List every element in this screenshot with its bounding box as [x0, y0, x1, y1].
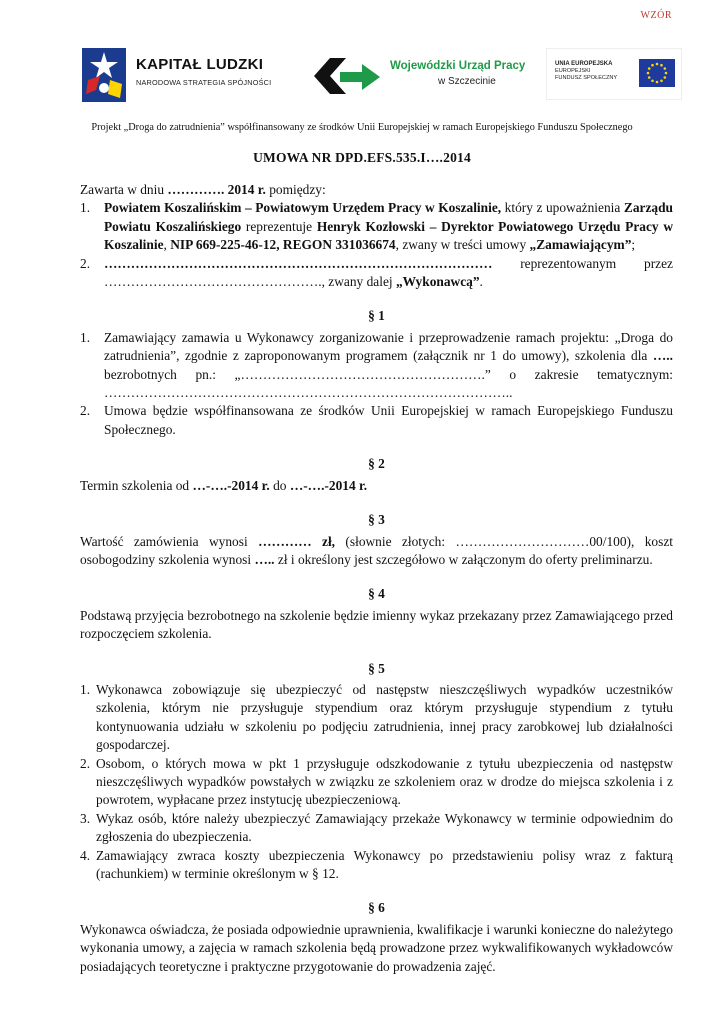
section-5-item-4-text: Zamawiający zwraca koszty ubezpieczenia Wykonawcy po przedstawieniu polisy wraz z fakturą (rachunkiem) w terminie określonym w § 12. — [96, 847, 673, 881]
section-3-amount: ………… zł, — [258, 533, 336, 549]
section-5-item-1-text: Wykonawca zobowiązuje się ubezpieczyć od następstw nieszczęśliwych wypadków uczestników szkolenia, którym nie przysługuje stypendium oraz którym przysługuje stypendium z tytułu kontynuowania udziału w szkoleniu po podjęciu zatrudnienia, innej pracy zarobkowej lub działalności gospodarczej. — [96, 681, 673, 753]
eu-logo — [546, 48, 682, 100]
eu-logo-line2: EUROPEJSKI — [555, 68, 591, 74]
section-3-text — [80, 533, 673, 570]
project-line: Projekt „Droga do zatrudnienia” współfinansowany ze środków Unii Europejskiej w ramach Europejskiego Funduszu Społecznego — [91, 122, 633, 133]
section-2-c: do — [269, 477, 290, 493]
section-5-item-2-number: 2. — [80, 755, 91, 771]
section-2-text — [80, 477, 673, 495]
section-3-hour-cost: ….. — [254, 551, 275, 567]
party-1-text-h: , zwany w treści umowy — [395, 237, 530, 253]
section-1-item-2 — [80, 402, 673, 439]
party-1-representative: Henryk Kozłowski – Dyrektor Powiatowego Urzędu Pracy w Koszalinie — [104, 218, 674, 253]
section-4-text: Podstawą przyjęcia bezrobotnego na szkolenie będzie imienny wykaz przekazany przez Zamawiającego przed rozpoczęciem szkolenia. — [80, 607, 673, 642]
watermark-label: WZÓR — [640, 10, 672, 21]
section-2-end-date: …-….-2014 r. — [289, 477, 368, 493]
section-3-a: Wartość zamówienia wynosi — [80, 533, 259, 549]
intro-date: …………. 2014 r. — [167, 182, 266, 197]
party-1-text-b: który z upoważnienia — [501, 200, 624, 216]
party-2-number: 2. — [80, 255, 91, 271]
section-5-item-1-number: 1. — [80, 681, 91, 697]
section-4-heading: § 4 — [368, 586, 385, 602]
party-1-ids: NIP 669-225-46-12, REGON 331036674 — [170, 237, 396, 253]
kapital-ludzki-emblem-icon — [80, 46, 128, 104]
section-1-item-1-number: 1. — [80, 329, 91, 345]
party-1-text — [104, 199, 673, 254]
wup-title: Wojewódzki Urząd Pracy — [390, 60, 526, 72]
party-2-name-blank: …………………………………………………………………………… — [104, 255, 493, 271]
party-1-name: Powiatem Koszalińskim – Powiatowym Urzędem Pracy w Koszalinie, — [104, 200, 502, 216]
party-1-text-d: reprezentuje — [241, 218, 317, 234]
eu-logo-text — [555, 61, 617, 82]
kapital-ludzki-subtitle: NARODOWA STRATEGIA SPÓJNOŚCI — [136, 78, 272, 87]
wup-emblem-icon — [310, 54, 382, 98]
section-1-item-1 — [80, 329, 673, 403]
party-1-number: 1. — [80, 200, 91, 216]
eu-logo-line3: FUNDUSZ SPOŁECZNY — [555, 75, 618, 81]
section-3-heading: § 3 — [368, 512, 385, 528]
contract-body — [80, 181, 673, 976]
section-6-text: Wykonawca oświadcza, że posiada odpowiednie uprawnienia, kwalifikacje i warunki konieczne do należytego wykonania umowy, a zajęcia w ramach szkolenia będą prowadzone przez wykwalifikowanych wykładowców posiadających teoretyczne i praktyczne przygotowanie do prowadzenia zajęć. — [80, 921, 673, 974]
kapital-ludzki-logo — [80, 46, 290, 104]
party-1-text-f: , — [163, 237, 171, 253]
party-2-text-b: reprezentowanym przez …………………………………………., zwany dalej — [104, 255, 673, 290]
party-2-text — [104, 255, 673, 292]
section-5-item-2 — [80, 755, 673, 810]
party-1 — [80, 199, 673, 254]
logo-bar — [80, 44, 680, 106]
intro-suffix: pomiędzy: — [265, 182, 326, 197]
kapital-ludzki-title: KAPITAŁ LUDZKI — [136, 56, 264, 73]
section-1-heading: § 1 — [368, 308, 385, 324]
section-5-heading: § 5 — [368, 660, 385, 676]
section-5-item-4-number: 4. — [80, 847, 91, 863]
party-2 — [80, 255, 673, 292]
section-3-e: zł i określony jest szczegółowo w załączonym do oferty preliminarzu. — [274, 551, 653, 567]
section-2-start-date: …-….-2014 r. — [192, 477, 270, 493]
section-5-item-1 — [80, 681, 673, 755]
eu-flag-icon — [639, 59, 675, 87]
eu-logo-line1: UNIA EUROPEJSKA — [555, 61, 613, 67]
section-1-item-1-text — [104, 329, 673, 403]
section-2-heading: § 2 — [368, 456, 385, 472]
section-1-item-2-text: Umowa będzie współfinansowana ze środków Unii Europejskiej w ramach Europejskiego Funduszu Społecznego. — [104, 403, 673, 437]
party-2-alias: „Wykonawcą” — [395, 274, 480, 290]
contract-title: UMOWA NR DPD.EFS.535.I….2014 — [253, 150, 471, 165]
section-5-item-3-number: 3. — [80, 810, 91, 826]
section-6-heading: § 6 — [368, 900, 385, 916]
section-3-c: (słownie złotych: …………………………00/100), koszt osobogodziny szkolenia wynosi — [80, 533, 674, 567]
party-1-board: Zarządu Powiatu Koszalińskiego — [104, 200, 673, 234]
wup-city: w Szczecinie — [438, 76, 496, 87]
wup-logo — [310, 54, 530, 100]
party-2-text-d: . — [479, 274, 483, 290]
section-1-item-2-number: 2. — [80, 403, 91, 419]
intro-prefix: Zawarta w dniu — [80, 182, 168, 197]
section-5-item-3-text: Wykaz osób, które należy ubezpieczyć Zamawiający przekaże Wykonawcy w terminie odpowiednim do zgłoszenia do ubezpieczenia. — [96, 810, 673, 845]
party-1-text-j: ; — [631, 237, 636, 253]
section-1-item-1-c: bezrobotnych pn.: „……………………………………………….” o zakresie tematycznym: ……………………………………………………………………………….. — [104, 366, 673, 401]
intro-line — [80, 181, 673, 199]
section-1-item-1-count: ….. — [652, 348, 673, 364]
section-1-item-1-a: Zamawiający zamawia u Wykonawcy zorganizowanie i przeprowadzenie ramach projektu: „Droga do zatrudnienia”, zgodnie z zaproponowanym programem (załącznik nr 1 do umowy), szkolenia dla — [104, 329, 673, 364]
section-5-item-4 — [80, 847, 673, 884]
section-2-a: Termin szkolenia od — [80, 477, 193, 493]
section-5-item-3 — [80, 810, 673, 847]
party-1-alias: „Zamawiającym” — [529, 237, 632, 253]
section-5-item-2-text: Osobom, o których mowa w pkt 1 przysługuje odszkodowanie z tytułu ubezpieczenia od następstw nieszczęśliwych wypadków powstałych w związku ze szkoleniem oraz w drodze do miejsca szkolenia i z powrotem, wypłacane przez instytucję ubezpieczeniową. — [96, 755, 673, 808]
